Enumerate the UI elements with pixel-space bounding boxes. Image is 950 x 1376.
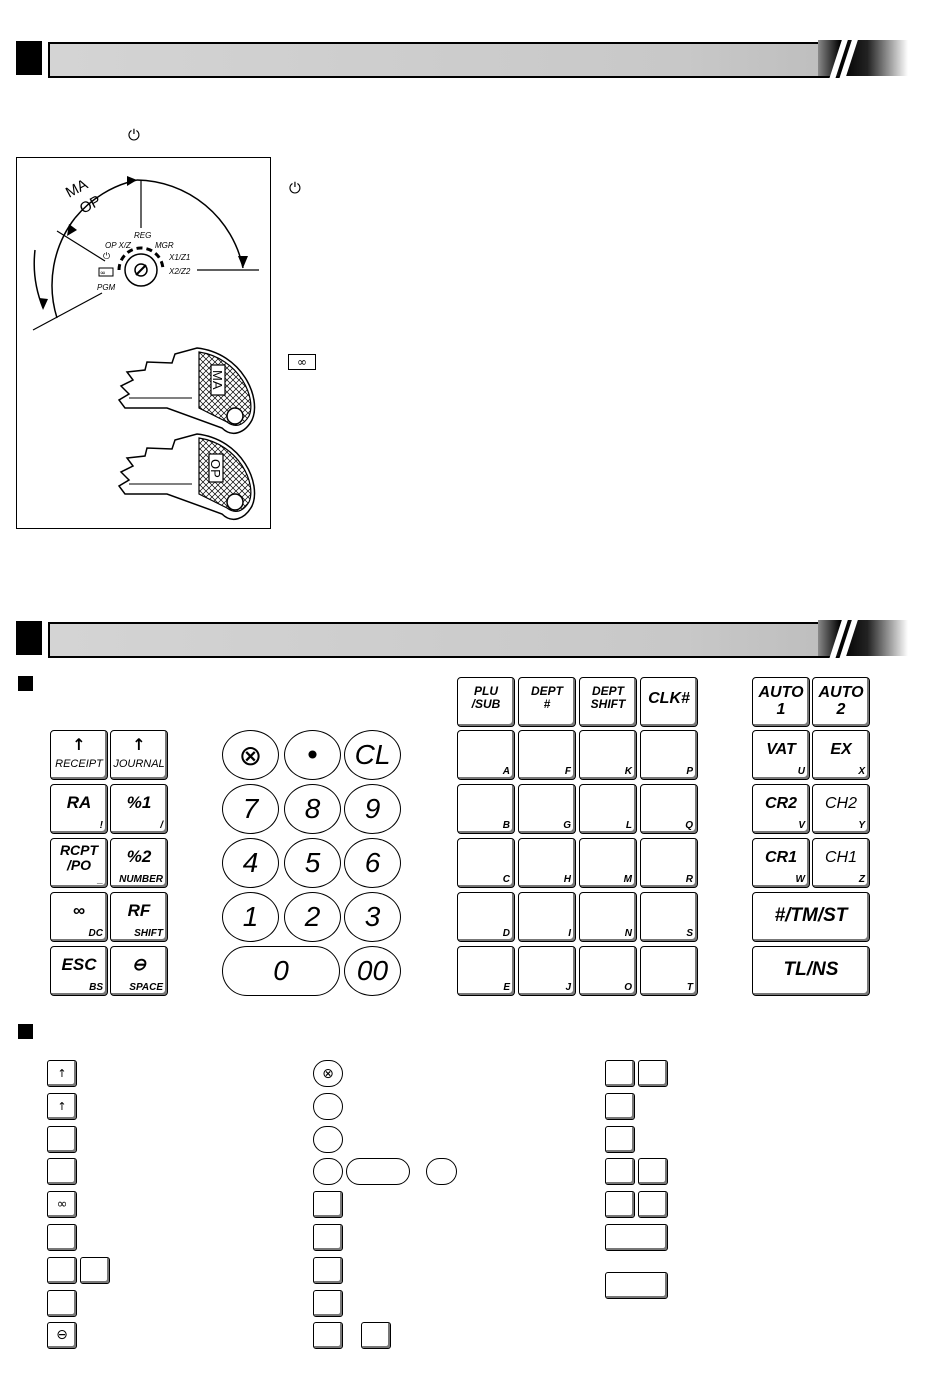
key-ex[interactable] [812, 730, 870, 780]
section-marker-1 [16, 41, 42, 75]
key-label: TL/NS [783, 959, 839, 980]
key-label: 3 [364, 901, 381, 932]
key-ch1[interactable] [812, 838, 870, 888]
bullet-keyboard [18, 676, 33, 691]
key-label: CLK# [648, 690, 690, 707]
label-x1z1: X1/Z1 [169, 253, 191, 262]
arrow-up-icon: ↑ [57, 1067, 67, 1080]
label-mgr: MGR [155, 241, 174, 250]
key-plu-t[interactable] [640, 946, 698, 996]
legend-key-c2-3 [313, 1257, 343, 1284]
key-plu-f[interactable] [518, 730, 576, 780]
key-letter: M [623, 874, 632, 885]
key-multiply[interactable] [222, 730, 279, 780]
key-5[interactable] [284, 838, 341, 888]
key-sublabel: Z [858, 874, 865, 885]
key-7[interactable] [222, 784, 279, 834]
legend-key-c3-3 [605, 1093, 635, 1120]
legend-key-c3-8 [638, 1191, 668, 1218]
key-rcpt-po[interactable] [50, 838, 108, 888]
key-sublabel: SPACE [129, 982, 163, 993]
legend-round-3 [313, 1126, 343, 1153]
key-00[interactable] [344, 946, 401, 996]
key-label: 0 [273, 955, 289, 986]
arrow-up-icon: ↑ [57, 1100, 67, 1113]
key-letter: H [563, 874, 571, 885]
key-auto-1[interactable] [752, 677, 810, 727]
key-plu-p[interactable] [640, 730, 698, 780]
key-plu-d[interactable] [457, 892, 515, 942]
minus-icon: ⊖ [56, 1327, 68, 1343]
key-0[interactable] [222, 946, 340, 996]
key-cr2[interactable] [752, 784, 810, 834]
key-plu-h[interactable] [518, 838, 576, 888]
key-letter: A [502, 766, 510, 777]
legend-round-4 [313, 1158, 343, 1185]
key-2[interactable] [284, 892, 341, 942]
key-tag-op: OP [208, 459, 223, 478]
key-sublabel: X [858, 766, 865, 777]
legend-key-9 [47, 1322, 77, 1349]
key-letter: C [502, 874, 510, 885]
key-label: #/TM/ST [774, 905, 848, 926]
legend-key-c3-5 [605, 1158, 635, 1185]
legend-key-c2-1 [313, 1191, 343, 1218]
key-label: JOURNAL [113, 758, 165, 770]
key-letter: S [686, 928, 693, 939]
key-plu-sub[interactable] [457, 677, 515, 727]
key-label: EX [830, 741, 852, 758]
legend-key-c3-10 [605, 1272, 668, 1299]
key-label: 7 [242, 793, 259, 824]
key-label: CH2 [824, 795, 857, 812]
key-symbol[interactable] [50, 892, 108, 942]
key-label: 9 [364, 793, 381, 824]
multiply-icon: ⊗ [322, 1066, 334, 1082]
legend-key-7 [47, 1257, 77, 1284]
legend-key-1 [47, 1060, 77, 1087]
key-letter: B [502, 820, 510, 831]
legend-key-c2-2 [313, 1224, 343, 1251]
key-label: ESC [61, 955, 97, 974]
legend-key-c3-1 [605, 1060, 635, 1087]
key-2[interactable] [110, 838, 168, 888]
legend-round-2 [313, 1093, 343, 1120]
key-esc[interactable] [50, 946, 108, 996]
arrow-up-icon: ↑ [132, 735, 146, 754]
key-plu-l[interactable] [579, 784, 637, 834]
key-vat[interactable] [752, 730, 810, 780]
infinity-icon: ∞ [288, 354, 316, 370]
svg-text:∞: ∞ [100, 269, 106, 277]
legend-key-6 [47, 1224, 77, 1251]
key-label: %1 [126, 793, 152, 812]
key-sublabel: BS [89, 982, 103, 993]
key-cl[interactable] [344, 730, 401, 780]
key-tag-ma: MA [210, 370, 225, 390]
legend-round-5 [426, 1158, 457, 1185]
legend-key-c3-6 [638, 1158, 668, 1185]
key-label: CR1 [764, 849, 797, 866]
key-plu-k[interactable] [579, 730, 637, 780]
legend-key-c2-6 [361, 1322, 391, 1349]
key-label: DEPT # [530, 684, 563, 711]
key-label: CL [354, 739, 391, 770]
section-marker-2 [16, 621, 42, 655]
label-pgm: PGM [97, 283, 116, 292]
key-label: 4 [242, 847, 259, 878]
key-letter: P [686, 766, 693, 777]
key-plu-s[interactable] [640, 892, 698, 942]
key-sublabel: SHIFT [134, 928, 163, 939]
legend-round-multiply [313, 1060, 343, 1087]
legend-key-c2-4 [313, 1290, 343, 1317]
infinity-icon: ∞ [56, 1197, 68, 1212]
ma-key-illustration [119, 348, 255, 433]
key-sublabel: _ [97, 874, 103, 885]
key-letter: F [564, 766, 571, 777]
key-letter: N [624, 928, 632, 939]
key-label: AUTO 1 [758, 684, 804, 718]
key-dept[interactable] [518, 677, 576, 727]
legend-key-4 [47, 1158, 77, 1185]
key-ra[interactable] [50, 784, 108, 834]
key-label: ∞ [72, 901, 86, 920]
key-plu-r[interactable] [640, 838, 698, 888]
key-journal[interactable] [110, 730, 168, 780]
key-sublabel: ! [99, 820, 103, 831]
label-off: ⏻ [103, 252, 111, 262]
label-x2z2: X2/Z2 [169, 267, 191, 276]
key-tm-st[interactable] [752, 892, 870, 942]
key-plu-a[interactable] [457, 730, 515, 780]
key-letter: E [503, 982, 510, 993]
label-reg: REG [134, 231, 152, 240]
key-letter: Q [685, 820, 693, 831]
key-plu-m[interactable] [579, 838, 637, 888]
key-plu-q[interactable] [640, 784, 698, 834]
key-label: 1 [242, 901, 259, 932]
key-sublabel: Y [858, 820, 865, 831]
key-letter: I [568, 928, 571, 939]
key-plu-n[interactable] [579, 892, 637, 942]
key-8[interactable] [284, 784, 341, 834]
key-9[interactable] [344, 784, 401, 834]
key-clk[interactable] [640, 677, 698, 727]
legend-round-wide [346, 1158, 410, 1185]
key-label: RA [66, 793, 92, 812]
key-3[interactable] [344, 892, 401, 942]
key-ch2[interactable] [812, 784, 870, 834]
key-plu-c[interactable] [457, 838, 515, 888]
op-key-illustration [119, 434, 255, 519]
label-ma: MA [62, 175, 91, 202]
key-auto-2[interactable] [812, 677, 870, 727]
key-letter: T [686, 982, 693, 993]
power-icon-2: ⏻ [289, 179, 301, 197]
key-label: 6 [364, 847, 381, 878]
key-decimal-point[interactable] [284, 730, 341, 780]
key-dept-shift[interactable] [579, 677, 637, 727]
key-label: 00 [356, 955, 389, 986]
key-label: AUTO 2 [818, 684, 864, 718]
key-label: DEPT SHIFT [590, 684, 626, 711]
key-1[interactable] [110, 784, 168, 834]
key-sublabel: / [160, 820, 163, 831]
key-letter: O [624, 982, 632, 993]
key-plu-j[interactable] [518, 946, 576, 996]
key-plu-g[interactable] [518, 784, 576, 834]
key-letter: J [565, 982, 571, 993]
section-header-bar-1 [48, 42, 842, 78]
legend-key-3 [47, 1126, 77, 1153]
key-tl-ns[interactable] [752, 946, 870, 996]
key-label: CH1 [824, 849, 857, 866]
key-label: • [304, 739, 321, 772]
key-plu-o[interactable] [579, 946, 637, 996]
mode-switch-figure [16, 157, 271, 529]
key-plu-e[interactable] [457, 946, 515, 996]
section-header-bar-2 [48, 622, 842, 658]
key-1[interactable] [222, 892, 279, 942]
legend-key-8 [47, 1290, 77, 1317]
key-label: 2 [304, 901, 321, 932]
key-label: VAT [766, 741, 796, 758]
key-6[interactable] [344, 838, 401, 888]
power-icon: ⏻ [128, 126, 140, 144]
key-label: 8 [304, 793, 321, 824]
key-receipt[interactable] [50, 730, 108, 780]
key-letter: R [685, 874, 693, 885]
key-symbol[interactable] [110, 946, 168, 996]
key-letter: K [624, 766, 632, 777]
legend-key-c3-7 [605, 1191, 635, 1218]
key-letter: G [563, 820, 571, 831]
key-sublabel: U [797, 766, 805, 777]
key-plu-i[interactable] [518, 892, 576, 942]
key-letter: L [625, 820, 632, 831]
key-label: RECEIPT [55, 758, 103, 770]
bullet-key-legend [18, 1024, 33, 1039]
key-label: CR2 [764, 795, 797, 812]
key-label: 5 [304, 847, 321, 878]
mode-switch-diagram [17, 158, 270, 528]
key-label: ⊖ [131, 955, 147, 974]
key-sublabel: W [795, 874, 805, 885]
legend-key-c3-9 [605, 1224, 668, 1251]
legend-key-5 [47, 1191, 77, 1218]
key-plu-b[interactable] [457, 784, 515, 834]
legend-key-c3-2 [638, 1060, 668, 1087]
key-sublabel: DC [88, 928, 103, 939]
key-4[interactable] [222, 838, 279, 888]
key-label: PLU /SUB [471, 684, 501, 711]
label-opxz: OP X/Z [105, 241, 131, 250]
key-cr1[interactable] [752, 838, 810, 888]
legend-key-2 [47, 1093, 77, 1120]
legend-key-10 [80, 1257, 110, 1284]
key-sublabel: V [798, 820, 805, 831]
label-op: OP [76, 192, 105, 218]
key-label: RF [127, 901, 151, 920]
legend-key-c3-4 [605, 1126, 635, 1153]
key-rf[interactable] [110, 892, 168, 942]
key-label: ⊗ [238, 739, 263, 772]
legend-key-c2-5 [313, 1322, 343, 1349]
key-letter: D [502, 928, 510, 939]
key-sublabel: NUMBER [119, 874, 163, 885]
key-label: RCPT /PO [59, 842, 99, 873]
arrow-up-icon: ↑ [72, 735, 86, 754]
key-label: %2 [126, 847, 152, 866]
